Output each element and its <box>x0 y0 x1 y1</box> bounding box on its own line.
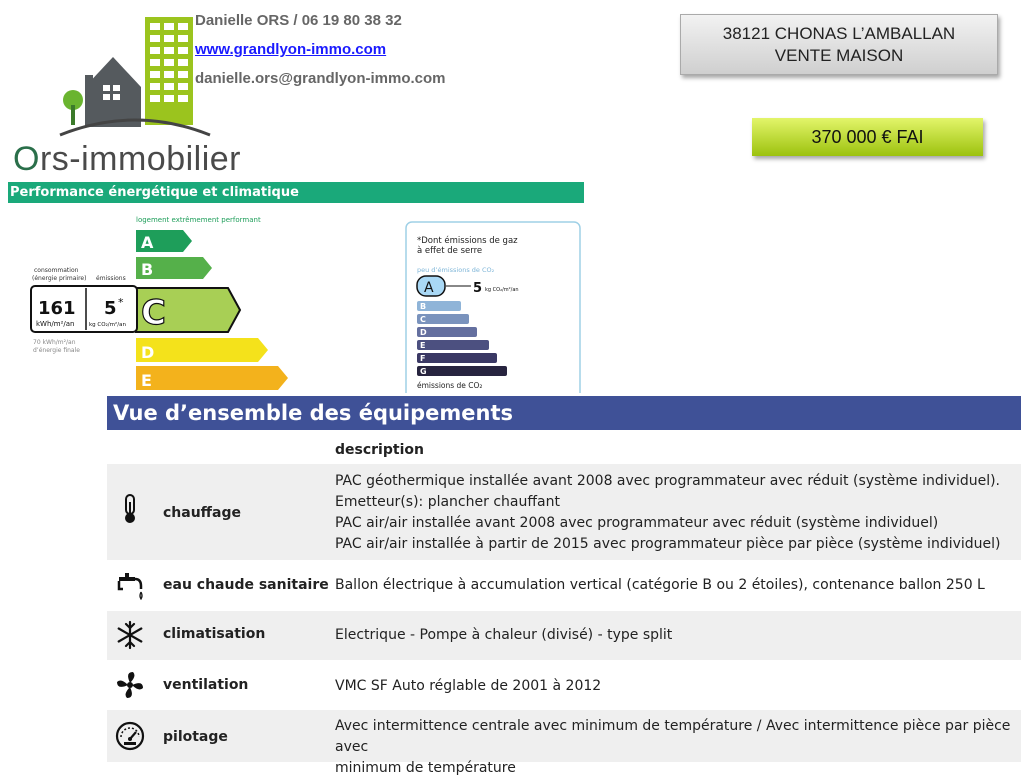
fan-icon <box>115 670 145 700</box>
consumption-unit: kWh/m²/an <box>36 320 75 328</box>
equipment-section-title: Vue d’ensemble des équipements <box>107 396 1021 430</box>
ges-bar-f <box>417 353 497 363</box>
dpe-arrow-d <box>136 338 268 362</box>
dpe-energy-scale <box>28 210 328 392</box>
equipment-description: Ballon électrique à accumulation vertical (catégorie B ou 2 étoiles), contenance ballon 250 L <box>335 577 985 593</box>
location-box <box>680 14 998 75</box>
ors-immobilier-logo <box>55 15 215 140</box>
ges-note-line2: à effet de serre <box>417 246 483 256</box>
dpe-top-caption: logement extrêmement performant <box>136 216 261 224</box>
equipment-label: eau chaude sanitaire <box>163 577 329 593</box>
snowflake-icon <box>115 620 145 650</box>
ges-unit: kg CO₂/m²/an <box>485 287 519 293</box>
dpe-class-a: A <box>141 233 154 252</box>
equipment-row-pilotage <box>107 710 1021 776</box>
ges-class-a: A <box>424 280 434 296</box>
ges-note-line1: *Dont émissions de gaz <box>417 236 518 246</box>
consumption-sublabel: (énergie primaire) <box>32 275 87 282</box>
faucet-icon <box>115 571 145 601</box>
dpe-class-d: D <box>141 343 155 362</box>
ges-class-d: D <box>420 328 427 337</box>
emissions-value: 5 <box>104 298 117 319</box>
equipment-label: pilotage <box>163 729 228 745</box>
equipment-label: climatisation <box>163 626 266 642</box>
ges-class-f: F <box>420 354 426 363</box>
final-energy-label: d’énergie finale <box>33 347 80 354</box>
dpe-class-c: C <box>141 293 166 333</box>
ges-class-c: C <box>420 315 426 324</box>
listing-type: VENTE MAISON <box>774 46 904 65</box>
contact-name-phone: Danielle ORS / 06 19 80 38 32 <box>195 12 402 29</box>
equipment-row-eau-chaude <box>107 563 1021 609</box>
ges-bar-g <box>417 366 507 376</box>
equipment-description: Avec intermittence centrale avec minimum de température / Avec intermittence pièce par pièce avec minimum de température <box>335 718 1011 776</box>
final-energy-value: 70 kWh/m²/an <box>33 339 76 346</box>
equipment-label: ventilation <box>163 677 249 693</box>
ges-class-b: B <box>420 302 427 311</box>
dpe-class-b: B <box>141 260 154 279</box>
brand-name: Ors-immobilier <box>13 140 242 178</box>
thermometer-icon <box>115 494 145 524</box>
equipment-row-ventilation <box>107 662 1021 708</box>
emissions-unit: kg CO₂/m²/an <box>89 322 126 328</box>
equipment-description: Electrique - Pompe à chaleur (divisé) - type split <box>335 627 673 643</box>
equipment-description: VMC SF Auto réglable de 2001 à 2012 <box>335 678 602 694</box>
ges-class-g: G <box>420 367 427 376</box>
dpe-class-e: E <box>141 371 152 390</box>
gauge-icon <box>115 721 145 751</box>
website-link[interactable]: www.grandlyon-immo.com <box>195 41 387 58</box>
ges-bottom-caption: émissions de CO₂ <box>417 381 483 390</box>
equipment-description: PAC géothermique installée avant 2008 avec programmateur avec réduit (système individuel). Emetteur(s): plancher chauffant PAC air/air installée avant 2008 avec programmateur avec réduit (système individuel) PAC air/air installée à partir de 2015 avec programmateur pièce par pièce (système individuel) <box>335 473 1001 552</box>
emissions-star: * <box>118 296 124 309</box>
location-text: 38121 CHONAS L’AMBALLAN <box>722 24 956 43</box>
equipment-row-chauffage <box>107 464 1021 560</box>
ges-low-caption: peu d’émissions de CO₂ <box>417 266 495 274</box>
ges-scale-box <box>405 221 582 393</box>
description-column-header: description <box>335 442 424 458</box>
equipment-label: chauffage <box>163 505 241 521</box>
equipment-row-climatisation <box>107 611 1021 660</box>
dpe-arrow-e <box>136 366 288 390</box>
contact-email: danielle.ors@grandlyon-immo.com <box>195 70 446 87</box>
ges-value: 5 <box>473 281 483 296</box>
ges-class-e: E <box>420 341 426 350</box>
emissions-label: émissions <box>96 275 126 282</box>
consumption-value: 161 <box>38 298 76 319</box>
consumption-label: consommation <box>34 267 79 274</box>
ges-bar-e <box>417 340 489 350</box>
price-badge: 370 000 € FAI <box>752 118 983 156</box>
energy-section-title: Performance énergétique et climatique <box>8 182 584 203</box>
